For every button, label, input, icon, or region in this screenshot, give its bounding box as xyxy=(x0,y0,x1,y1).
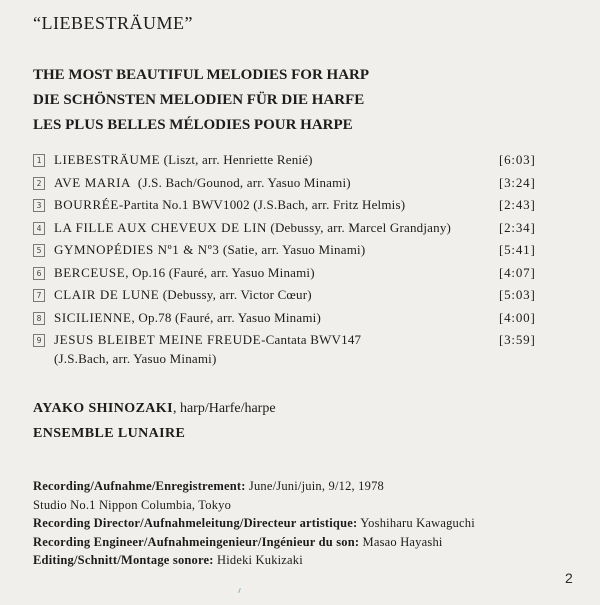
credit-value: June/Juni/juin, 9/12, 1978 xyxy=(245,479,384,493)
track-detail: (J.S. Bach/Gounod, arr. Yasuo Minami) xyxy=(131,174,351,190)
track-duration: [5:41] xyxy=(499,242,536,257)
print-speck xyxy=(238,588,241,593)
track-title xyxy=(54,217,451,240)
track-duration: [2:34] xyxy=(499,219,536,235)
subtitle-english: THE MOST BEAUTIFUL MELODIES FOR HARP xyxy=(33,67,370,83)
credit-recording-director xyxy=(33,514,475,533)
track-detail: -Cantata BWV147 xyxy=(261,332,362,347)
subtitle-french: LES PLUS BELLES MÉLODIES POUR HARPE xyxy=(33,117,353,133)
track-list xyxy=(33,149,553,371)
performers xyxy=(33,396,276,446)
track-number-icon: 1 xyxy=(33,154,45,167)
track-name: JESUS BLEIBET MEINE FREUDE xyxy=(54,332,262,347)
track-number-icon: 3 xyxy=(33,199,45,212)
page-number: 2 xyxy=(565,570,573,586)
track-name: LA FILLE AUX CHEVEUX DE LIN xyxy=(54,219,267,235)
track-duration: [3:59] xyxy=(499,332,536,347)
track-name: LIEBESTRÄUME xyxy=(54,152,161,167)
credit-editing xyxy=(33,551,475,570)
track-duration: [5:03] xyxy=(499,287,536,302)
track-detail: (Debussy, arr. Victor Cœur) xyxy=(159,287,312,302)
track-title xyxy=(54,262,315,285)
performer-name: AYAKO SHINOZAKI xyxy=(33,401,173,416)
track-name: BERCEUSE xyxy=(54,264,126,280)
track-detail: (Debussy, arr. Marcel Grandjany) xyxy=(266,219,452,235)
track-number-icon: 7 xyxy=(33,289,45,302)
track-detail: (Liszt, arr. Henriette Renié) xyxy=(160,152,313,167)
performer-soloist xyxy=(33,396,276,421)
track-detail: , Op.16 (Fauré, arr. Yasuo Minami) xyxy=(125,264,315,280)
track-duration: [6:03] xyxy=(499,152,536,167)
track-number-icon: 2 xyxy=(33,177,45,190)
credit-label: Recording/Aufnahme/Enregistrement: xyxy=(33,479,246,493)
track-title xyxy=(54,194,405,217)
credit-value: Yoshiharu Kawaguchi xyxy=(357,516,475,530)
track-detail: , Op.78 (Fauré, arr. Yasuo Minami) xyxy=(131,309,322,325)
credit-label: Recording Director/Aufnahmeleitung/Directeur artistique: xyxy=(33,516,358,530)
performer-role: , harp/Harfe/harpe xyxy=(172,401,276,416)
track-title xyxy=(54,307,321,330)
track-number-icon: 9 xyxy=(33,334,45,347)
track-row xyxy=(33,262,553,285)
performer-name: ENSEMBLE LUNAIRE xyxy=(33,426,186,441)
track-duration: [4:07] xyxy=(499,264,536,280)
track-detail-continuation: (J.S.Bach, arr. Yasuo Minami) xyxy=(54,351,217,366)
track-title xyxy=(54,239,365,262)
track-number-icon: 8 xyxy=(33,312,45,325)
track-duration: [2:43] xyxy=(499,197,536,212)
album-subtitles xyxy=(33,63,369,138)
track-duration: [4:00] xyxy=(499,309,536,325)
album-title: “LIEBESTRÄUME” xyxy=(33,13,193,33)
recording-credits xyxy=(33,477,475,570)
subtitle-german: DIE SCHÖNSTEN MELODIEN FÜR DIE HARFE xyxy=(33,92,365,108)
track-duration: [3:24] xyxy=(499,174,536,190)
track-name: BOURRÉE xyxy=(54,197,119,212)
track-name: AVE MARIA xyxy=(54,174,132,190)
track-row xyxy=(33,217,553,240)
credit-value: Hideki Kukizaki xyxy=(213,553,303,567)
track-number-icon: 4 xyxy=(33,222,45,235)
credit-recording-date xyxy=(33,477,475,496)
track-row xyxy=(33,329,553,371)
credit-label: Editing/Schnitt/Montage sonore: xyxy=(33,553,214,567)
track-row xyxy=(33,172,553,195)
track-name: CLAIR DE LUNE xyxy=(54,287,160,302)
credit-studio xyxy=(33,496,475,515)
track-row xyxy=(33,194,553,217)
credit-label: Recording Engineer/Aufnahmeingenieur/Ingénieur du son: xyxy=(33,534,360,549)
track-title xyxy=(54,172,351,195)
track-name: SICILIENNE xyxy=(54,309,132,325)
track-detail: -Partita No.1 BWV1002 (J.S.Bach, arr. Fritz Helmis) xyxy=(118,197,406,212)
credit-recording-engineer xyxy=(33,533,475,552)
track-row xyxy=(33,307,553,330)
credit-value: Studio No.1 Nippon Columbia, Tokyo xyxy=(33,497,232,512)
performer-ensemble xyxy=(33,421,276,446)
track-title xyxy=(54,284,312,307)
track-title xyxy=(54,149,313,172)
track-row xyxy=(33,284,553,307)
track-detail: (Satie, arr. Yasuo Minami) xyxy=(219,242,366,257)
track-name: GYMNOPÉDIES Nº1 & Nº3 xyxy=(54,242,220,257)
track-row xyxy=(33,239,553,262)
track-number-icon: 5 xyxy=(33,244,45,257)
credit-value: Masao Hayashi xyxy=(359,534,443,549)
track-row xyxy=(33,149,553,172)
track-number-icon: 6 xyxy=(33,267,45,280)
